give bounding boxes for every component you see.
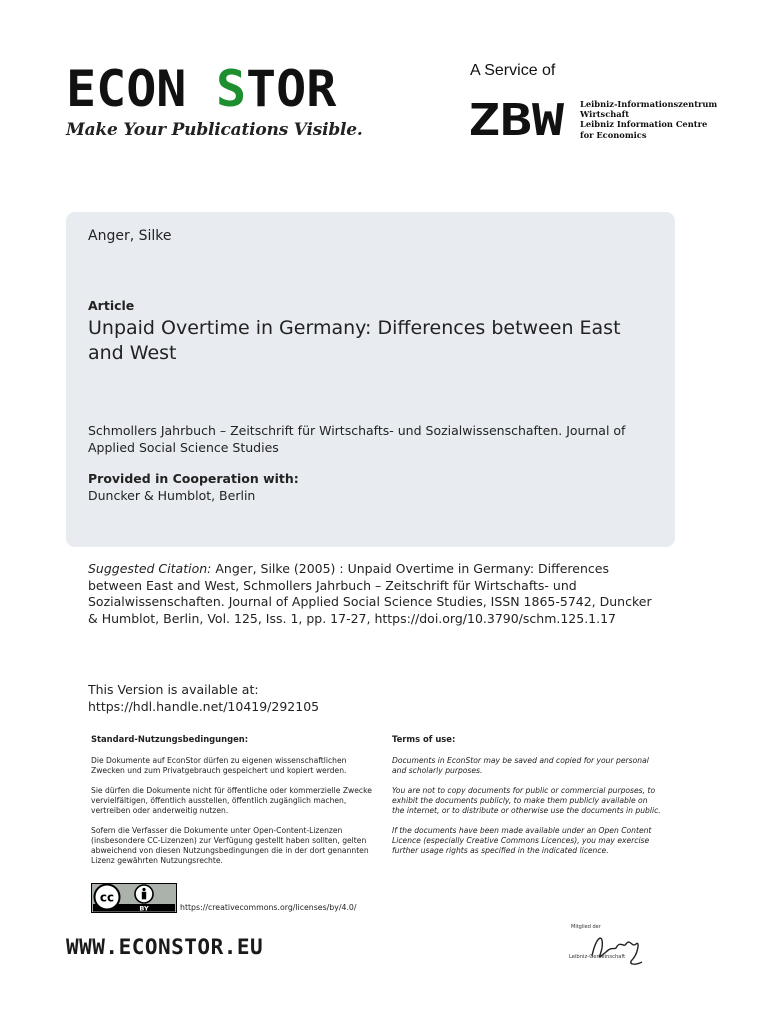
econstor-logo [66,60,366,114]
terms-english-heading: Terms of use: [392,734,456,744]
zbw-line: Leibniz Information Centre [580,119,708,130]
econstor-url[interactable]: WWW.ECONSTOR.EU [66,935,264,959]
svg-text:cc: cc [99,890,115,905]
journal-name: Schmollers Jahrbuch – Zeitschrift für Wirtschafts- und Sozialwissenschaften. Journal of Applied Social Science Studies [88,423,626,455]
version-block [88,681,319,715]
document-type: Article [88,298,135,313]
terms-paragraph: If the documents have been made available under an Open Content Licence (especially Creative Commons Licences), you may exercise further usage rights as specified in the indicated licence. [392,826,652,855]
terms-paragraph: You are not to copy documents for public or commercial purposes, to exhibit the documents publicly, to make them publicly available on the internet, or to distribute or otherwise use the documents in public. [392,786,661,815]
leibniz-signature-icon [586,926,646,970]
zbw-line: for Economics [580,129,647,140]
service-of-label: A Service of [470,62,556,79]
zbw-logo [468,100,566,138]
cooperation-value: Duncker & Humblot, Berlin [88,488,256,503]
svg-text:BY: BY [139,904,149,913]
terms-english [392,734,662,866]
zbw-line: Leibniz-Informationszentrum [580,99,718,109]
terms-paragraph: Die Dokumente auf EconStor dürfen zu eigenen wissenschaftlichen Zwecken und zum Privatgebrauch gespeichert und kopiert werden. [91,756,347,775]
leibniz-gemeinschaft-label: Leibniz-Gemeinschaft [569,954,626,960]
terms-paragraph: Sie dürfen die Dokumente nicht für öffentliche oder kommerzielle Zwecke vervielfältigen, öffentlich ausstellen, öffentlich zugänglich machen, vertreiben oder anderweitig nutzen. [91,786,372,815]
cc-by-badge-icon[interactable] [91,883,177,913]
terms-german [91,734,376,876]
version-label: This Version is available at: [88,682,259,697]
document-title: Unpaid Overtime in Germany: Differences between East and West [88,317,621,364]
license-link[interactable]: https://creativecommons.org/licenses/by/4.0/ [180,903,357,912]
svg-text:ECON: ECON [66,60,187,114]
zbw-name-block [580,99,717,140]
terms-paragraph: Sofern die Verfasser die Dokumente unter Open-Content-Lizenzen (insbesondere CC-Lizenzen) zur Verfügung gestellt haben sollten, gelten abweichend von diesen Nutzungsbedingungen die in der dort genannten Lizenz gewährten Nutzungsrechte. [91,826,369,865]
citation-label: Suggested Citation: [88,561,212,576]
terms-paragraph: Documents in EconStor may be saved and copied for your personal and scholarly purposes. [392,756,649,775]
citation-text[interactable]: Anger, Silke (2005) : Unpaid Overtime in Germany: Differences between East and West, Schmollers Jahrbuch – Zeitschrift für Wirtschafts- und Sozialwissenschaften. Journal of Applied Social Science Studies, ISSN 1865-5742, Duncker & Humblot, Berlin, Vol. 125, Iss. 1, pp. 17-27, https://doi.org/10.3790/schm.125.1.17 [88,561,652,626]
svg-text:TOR: TOR [246,60,337,114]
terms-german-heading: Standard-Nutzungsbedingungen: [91,734,249,744]
author: Anger, Silke [88,228,172,244]
svg-text:S: S [216,60,247,114]
leibniz-member-label: Mitglied der [571,924,601,930]
zbw-line: Wirtschaft [580,109,630,120]
cooperation-label: Provided in Cooperation with: [88,471,299,486]
svg-text:ZBW: ZBW [468,100,565,138]
suggested-citation [88,561,658,627]
handle-link[interactable]: https://hdl.handle.net/10419/292105 [88,699,320,714]
tagline: Make Your Publications Visible. [66,120,363,140]
